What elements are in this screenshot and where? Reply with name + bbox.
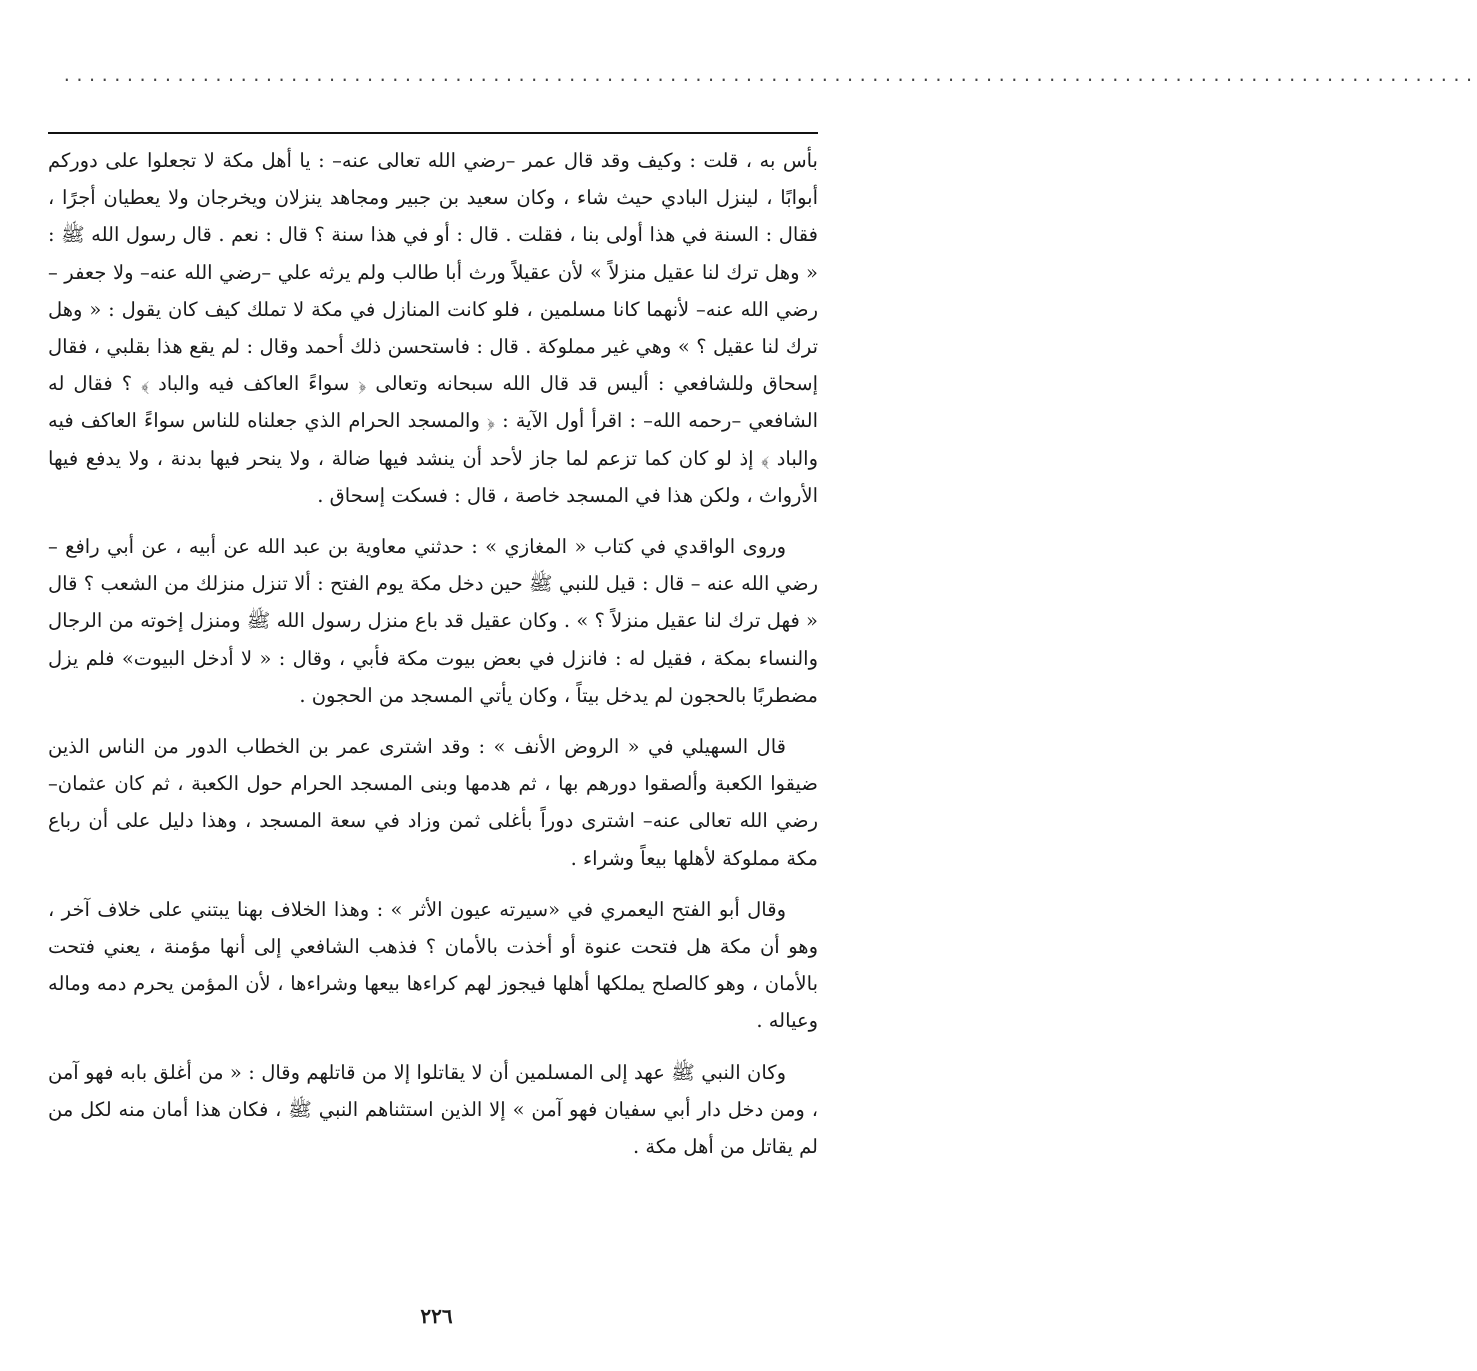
header-dotted-line: ................................................................................................................ — [62, 66, 1477, 85]
paragraph-2: وروى الواقدي في كتاب « المغازي » : حدثني معاوية بن عبد الله عن أبيه ، عن أبي رافع –رضي الله عنه – قال : قيل للنبي ﷺ حين دخل مكة يوم الفتح : ألا تنزل منزلك من الشعب ؟ قال « فهل ترك لنا عقيل منزلاً ؟ » . وكان عقيل قد باع منزل رسول الله ﷺ ومنزل إخوته من الرجال والنساء بمكة ، فقيل له : فانزل في بعض بيوت مكة فأبي ، وقال : « لا أدخل البيوت» فلم يزل مضطربًا بالحجون لم يدخل بيتاً ، وكان يأتي المسجد من الحجون . — [48, 535, 818, 707]
paragraph-4: وقال أبو الفتح اليعمري في «سيرته عيون الأثر » : وهذا الخلاف بهنا يبتني على خلاف آخر ، وهو أن مكة هل فتحت عنوة أو أخذت بالأمان ؟ فذهب الشافعي إلى أنها مؤمنة ، يعني فتحت بالأمان ، وهو كالصلح يملكها أهلها فيجوز لهم كراءها بيعها وشراءها ، لأن المؤمن يحرم دمه وماله وعياله . — [48, 897, 818, 1033]
paragraph-3: قال السهيلي في « الروض الأنف » : وقد اشترى عمر بن الخطاب الدور من الناس الذين ضيقوا الكعبة وألصقوا دورهم بها ، ثم هدمها وبنى المسجد الحرام حول الكعبة ، ثم كان عثمان– رضي الله تعالى عنه– اشترى دوراً بأغلى ثمن وزاد في سعة المسجد ، وهذا دليل على أن رباع مكة مملوكة لأهلها بيعاً وشراء . — [48, 735, 818, 870]
page-number: ٢٢٦ — [420, 1304, 453, 1328]
paragraph-5: وكان النبي ﷺ عهد إلى المسلمين أن لا يقاتلوا إلا من قاتلهم وقال : « من أغلق بابه فهو آمن ، ومن دخل دار أبي سفيان فهو آمن » إلا الذين استثناهم النبي ﷺ ، فكان هذا أمان منه لكل من لم يقاتل من أهل مكة . — [48, 1060, 818, 1159]
header-rule — [48, 132, 818, 134]
page-body — [48, 142, 818, 1179]
paragraph-1: بأس به ، قلت : وكيف وقد قال عمر –رضي الله تعالى عنه– : يا أهل مكة لا تجعلوا على دوركم أبوابًا ، لينزل البادي حيث شاء ، وكان سعيد بن جبير ومجاهد ينزلان ويخرجان ولا يعطيان أجرًا ، فقال : السنة في هذا أولى بنا ، فقلت . قال : أو في هذا سنة ؟ قال : نعم . قال رسول الله ﷺ : « وهل ترك لنا عقيل منزلاً » لأن عقيلاً ورث أبا طالب ولم يرثه علي –رضي الله عنه– ولا جعفر –رضي الله عنه– لأنهما كانا مسلمين ، فلو كانت المنازل في مكة لا تملك كيف كان يقول : « وهل ترك لنا عقيل ؟ » وهي غير مملوكة . قال : فاستحسن ذلك أحمد وقال : لم يقع هذا بقلبي ، فقال إسحاق وللشافعي : أليس قد قال الله سبحانه وتعالى ﴿ سواءً العاكف فيه والباد ﴾ ؟ فقال له الشافعي –رحمه الله– : اقرأ أول الآية : ﴿ والمسجد الحرام الذي جعلناه للناس سواءً العاكف فيه والباد ﴾ إذ لو كان كما تزعم لما جاز لأحد أن ينشد فيها ضالة ، ولا ينحر فيها بدنة ، ولا يدفع فيها الأرواث ، ولكن هذا في المسجد خاصة ، قال : فسكت إسحاق . — [48, 149, 818, 507]
